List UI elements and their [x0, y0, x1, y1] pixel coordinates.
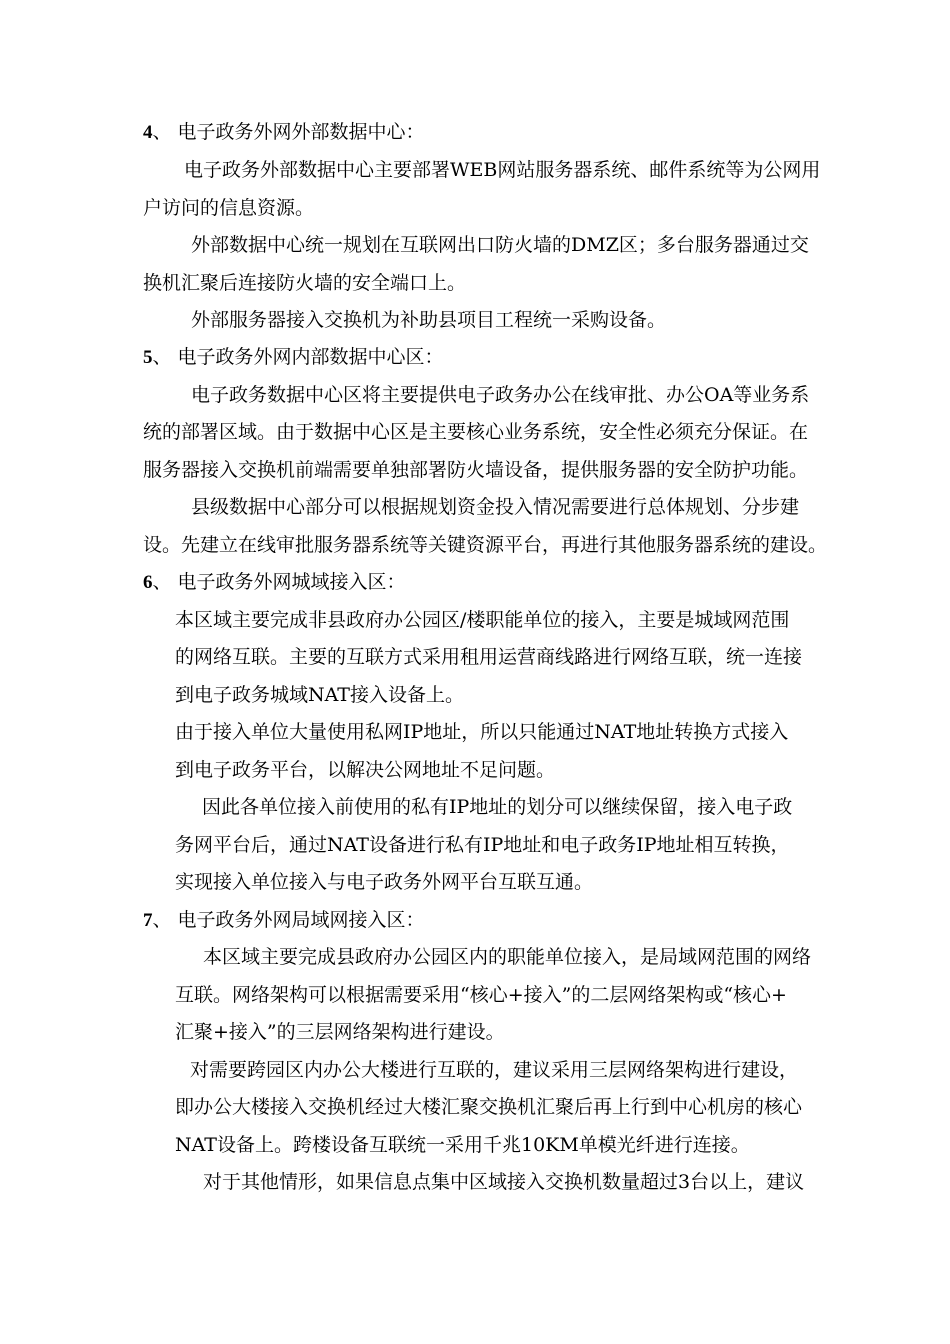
paragraph-line: 即办公大楼接入交换机经过大楼汇聚交换机汇聚后再上行到中心机房的核心	[175, 1096, 803, 1118]
section-5-heading	[143, 345, 444, 370]
section-7-heading	[143, 908, 425, 933]
section-title: 、 电子政务外网局域网接入区：	[152, 909, 425, 931]
paragraph-line: 对于其他情形，如果信息点集中区域接入交换机数量超过3台以上，建议	[203, 1171, 805, 1193]
paragraph-line: 县级数据中心部分可以根据规划资金投入情况需要进行总体规划、分步建	[191, 496, 800, 518]
paragraph-line: NAT设备上。跨楼设备互联统一采用千兆10KM单模光纤进行连接。	[175, 1134, 750, 1156]
paragraph-line: 设。先建立在线审批服务器系统等关键资源平台，再进行其他服务器系统的建设。	[143, 534, 828, 556]
section-6-heading	[143, 570, 406, 595]
section-number: 7	[143, 910, 153, 931]
paragraph-line: 到电子政务平台，以解决公网地址不足问题。	[175, 759, 556, 781]
paragraph-line: 务网平台后，通过NAT设备进行私有IP地址和电子政务IP地址相互转换，	[175, 834, 790, 856]
paragraph-line: 汇聚+接入”的三层网络架构进行建设。	[175, 1021, 505, 1043]
section-4-heading	[143, 120, 425, 145]
section-title: 、 电子政务外网外部数据中心：	[152, 121, 425, 143]
paragraph-line: 统的部署区域。由于数据中心区是主要核心业务系统，安全性必须充分保证。在	[143, 421, 809, 443]
section-title: 、 电子政务外网城域接入区：	[152, 571, 406, 593]
paragraph-line: 由于接入单位大量使用私网IP地址，所以只能通过NAT地址转换方式接入	[175, 721, 789, 743]
paragraph-line: 本区域主要完成非县政府办公园区/楼职能单位的接入，主要是城域网范围	[175, 609, 790, 631]
section-number: 4	[143, 122, 153, 143]
paragraph-line: 实现接入单位接入与电子政务外网平台互联互通。	[175, 871, 594, 893]
section-title: 、 电子政务外网内部数据中心区：	[152, 346, 444, 368]
section-number: 6	[143, 572, 153, 593]
section-number: 5	[143, 347, 153, 368]
paragraph-line: 互联。网络架构可以根据需要采用“核心+接入”的二层网络架构或“核心+	[175, 984, 787, 1006]
paragraph-line: 因此各单位接入前使用的私有IP地址的划分可以继续保留，接入电子政	[202, 796, 793, 818]
paragraph-line: 外部数据中心统一规划在互联网出口防火墙的DMZ区；多台服务器通过交	[191, 234, 809, 256]
paragraph-line: 到电子政务城域NAT接入设备上。	[175, 684, 464, 706]
paragraph-line: 外部服务器接入交换机为补助县项目工程统一采购设备。	[191, 309, 667, 331]
paragraph-line: 电子政务数据中心区将主要提供电子政务办公在线审批、办公OA等业务系	[191, 384, 810, 406]
paragraph-line: 本区域主要完成县政府办公园区内的职能单位接入，是局域网范围的网络	[203, 946, 812, 968]
paragraph-line: 服务器接入交换机前端需要单独部署防火墙设备，提供服务器的安全防护功能。	[143, 459, 809, 481]
paragraph-line: 换机汇聚后连接防火墙的安全端口上。	[143, 272, 467, 294]
paragraph-line: 的网络互联。主要的互联方式采用租用运营商线路进行网络互联，统一连接	[175, 646, 803, 668]
paragraph-line: 对需要跨园区内办公大楼进行互联的，建议采用三层网络架构进行建设，	[190, 1059, 799, 1081]
paragraph-line: 电子政务外部数据中心主要部署WEB网站服务器系统、邮件系统等为公网用	[184, 159, 821, 181]
paragraph-line: 户访问的信息资源。	[143, 197, 315, 219]
